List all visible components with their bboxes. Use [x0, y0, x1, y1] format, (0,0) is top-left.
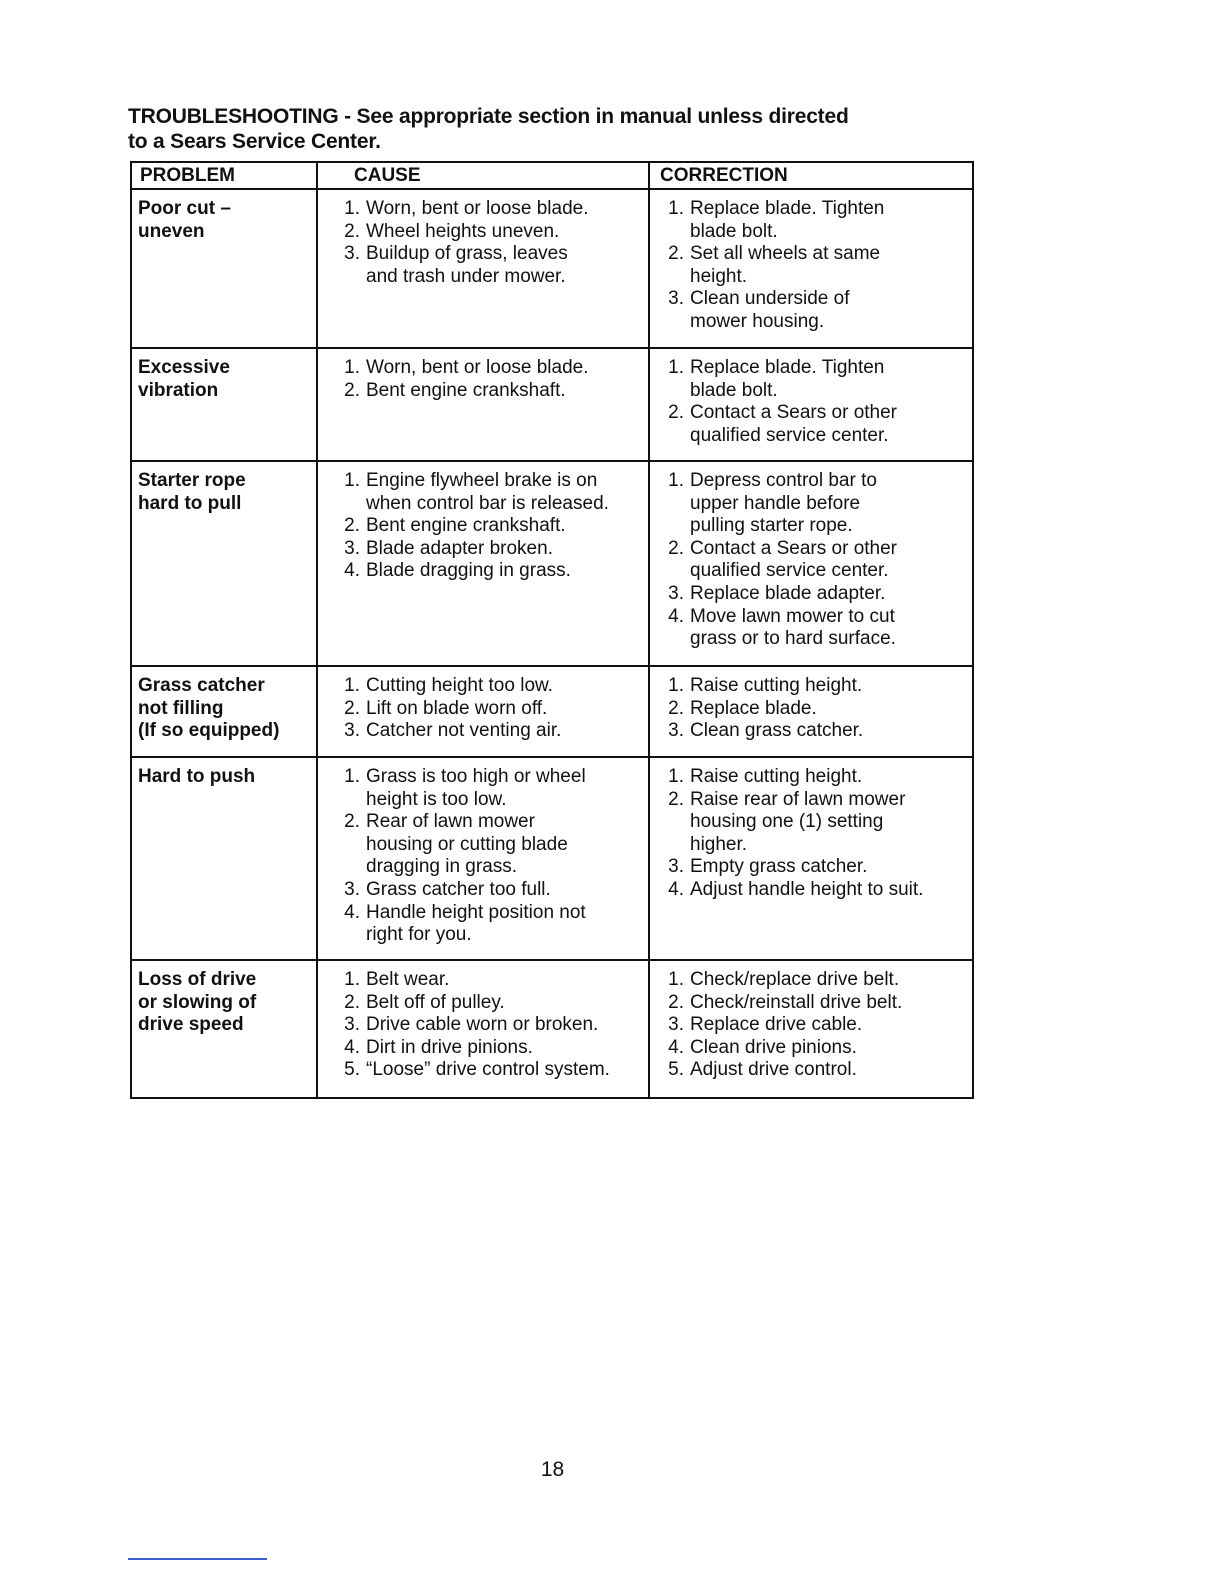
- correction-item-text: [690, 766, 968, 789]
- correction-item: [656, 357, 968, 402]
- cause-item-line: Bent engine crankshaft.: [366, 379, 566, 401]
- cause-item: [324, 470, 644, 515]
- problem-text: Poor cut –: [138, 198, 231, 219]
- cause-item-number: 2.: [344, 811, 360, 833]
- correction-item: [656, 698, 968, 721]
- cause-item-number: 1.: [344, 470, 360, 491]
- correction-item-number: 1.: [668, 766, 684, 787]
- correction-item-number: 2.: [668, 991, 684, 1013]
- cause-item-number: 2.: [344, 379, 360, 401]
- correction-item-text: [690, 198, 968, 243]
- cause-item: [324, 380, 644, 403]
- cause-item-line: Belt off of pulley.: [366, 991, 505, 1013]
- cause-item-number: 3.: [344, 243, 360, 265]
- cause-list: [324, 470, 644, 583]
- table-row: [131, 348, 973, 461]
- cause-item: [324, 811, 644, 879]
- correction-item-text: [690, 243, 968, 288]
- correction-item-number: 2.: [668, 697, 684, 719]
- correction-item: [656, 470, 968, 538]
- problem-text: not filling: [138, 697, 224, 719]
- correction-item-text: [690, 583, 968, 606]
- correction-item-line: Raise rear of lawn mower: [690, 788, 906, 810]
- cause-item-text: [366, 1014, 644, 1037]
- cause-item: [324, 1059, 644, 1082]
- correction-item-line: Check/replace drive belt.: [690, 969, 900, 990]
- correction-item-line: Adjust handle height to suit.: [690, 878, 924, 900]
- table-row: [131, 960, 973, 1098]
- table-row: [131, 666, 973, 757]
- cause-item-number: 4.: [344, 1036, 360, 1058]
- correction-item-number: 1.: [668, 357, 684, 378]
- correction-item-number: 2.: [668, 788, 684, 810]
- cause-list: [324, 969, 644, 1082]
- correction-item-text: [690, 402, 968, 447]
- cause-item-number: 3.: [344, 1014, 360, 1036]
- problem-cell: [131, 461, 317, 666]
- correction-item: [656, 789, 968, 857]
- correction-item: [656, 583, 968, 606]
- correction-item-number: 3.: [668, 720, 684, 742]
- correction-item-number: 2.: [668, 243, 684, 265]
- correction-item-line: blade bolt.: [690, 379, 778, 401]
- problem-text: (If so equipped): [138, 720, 280, 742]
- cause-item: [324, 515, 644, 538]
- correction-item-line: Adjust drive control.: [690, 1059, 857, 1081]
- cause-item-number: 1.: [344, 357, 360, 378]
- correction-item: [656, 720, 968, 743]
- cause-item: [324, 357, 644, 380]
- cause-item-number: 1.: [344, 198, 360, 219]
- cause-item-number: 4.: [344, 901, 360, 923]
- correction-item-text: [690, 606, 968, 651]
- correction-item-number: 3.: [668, 1014, 684, 1036]
- cause-item: [324, 698, 644, 721]
- cause-item: [324, 198, 644, 221]
- problem-text: hard to pull: [138, 492, 242, 514]
- cause-item-line: Rear of lawn mower: [366, 811, 535, 833]
- problem-text: vibration: [138, 379, 219, 401]
- correction-item: [656, 856, 968, 879]
- header-problem: PROBLEM: [131, 162, 317, 189]
- page-title: [128, 104, 968, 154]
- correction-item-line: grass or to hard surface.: [690, 628, 896, 650]
- correction-item: [656, 675, 968, 698]
- cause-item-text: [366, 560, 644, 583]
- cause-item-text: [366, 766, 644, 811]
- cause-item-number: 3.: [344, 537, 360, 559]
- cause-item-line: Drive cable worn or broken.: [366, 1014, 599, 1036]
- correction-cell: [649, 666, 973, 757]
- correction-item-line: upper handle before: [690, 492, 861, 514]
- correction-item: [656, 538, 968, 583]
- correction-cell: [649, 461, 973, 666]
- cause-item-line: Belt wear.: [366, 969, 450, 990]
- cause-item-line: height is too low.: [366, 788, 507, 810]
- cause-item-line: Engine flywheel brake is on: [366, 470, 598, 491]
- correction-item-number: 4.: [668, 878, 684, 900]
- correction-list: [656, 470, 968, 651]
- cause-cell: [317, 189, 649, 348]
- cause-item-text: [366, 198, 644, 221]
- correction-item-number: 4.: [668, 605, 684, 627]
- correction-item-line: Clean drive pinions.: [690, 1036, 857, 1058]
- problem-text: Loss of drive: [138, 969, 257, 990]
- correction-item-text: [690, 698, 968, 721]
- cause-list: [324, 766, 644, 947]
- table-row: [131, 757, 973, 960]
- correction-cell: [649, 960, 973, 1098]
- correction-list: [656, 198, 968, 334]
- correction-item-line: Contact a Sears or other: [690, 402, 897, 424]
- correction-item: [656, 1014, 968, 1037]
- cause-item-line: “Loose” drive control system.: [366, 1059, 610, 1081]
- correction-item: [656, 243, 968, 288]
- correction-item-line: pulling starter rope.: [690, 515, 853, 537]
- cause-item: [324, 992, 644, 1015]
- cause-item: [324, 243, 644, 288]
- table-row: [131, 461, 973, 666]
- correction-item-line: qualified service center.: [690, 424, 889, 446]
- cause-item-line: Cutting height too low.: [366, 675, 553, 696]
- cause-item-line: Grass is too high or wheel: [366, 766, 586, 787]
- correction-item: [656, 1037, 968, 1060]
- correction-item: [656, 198, 968, 243]
- problem-cell: [131, 666, 317, 757]
- cause-item-text: [366, 698, 644, 721]
- cause-item-line: dragging in grass.: [366, 856, 518, 878]
- correction-item-text: [690, 992, 968, 1015]
- cause-item-line: Bent engine crankshaft.: [366, 515, 566, 537]
- correction-item-text: [690, 1014, 968, 1037]
- header-row: [131, 162, 973, 189]
- correction-item: [656, 606, 968, 651]
- cause-cell: [317, 348, 649, 461]
- cause-cell: [317, 960, 649, 1098]
- correction-item-text: [690, 856, 968, 879]
- correction-item-line: Replace drive cable.: [690, 1014, 863, 1036]
- correction-cell: [649, 757, 973, 960]
- correction-item-number: 4.: [668, 1036, 684, 1058]
- correction-item-number: 1.: [668, 675, 684, 696]
- correction-item: [656, 992, 968, 1015]
- cause-item: [324, 879, 644, 902]
- cause-item-text: [366, 221, 644, 244]
- cause-item-line: Lift on blade worn off.: [366, 697, 548, 719]
- cause-item-text: [366, 1059, 644, 1082]
- cause-item: [324, 720, 644, 743]
- correction-item-line: qualified service center.: [690, 560, 889, 582]
- correction-item-text: [690, 357, 968, 402]
- correction-item-line: higher.: [690, 833, 748, 855]
- correction-item-text: [690, 1059, 968, 1082]
- correction-item-line: Set all wheels at same: [690, 243, 881, 265]
- correction-item-number: 1.: [668, 969, 684, 990]
- correction-item-line: Replace blade adapter.: [690, 582, 886, 604]
- cause-item-text: [366, 675, 644, 698]
- problem-cell: [131, 960, 317, 1098]
- problem-cell: [131, 757, 317, 960]
- correction-item-number: 1.: [668, 470, 684, 491]
- correction-item-number: 1.: [668, 198, 684, 219]
- cause-item-number: 1.: [344, 969, 360, 990]
- page-number: 18: [540, 1458, 565, 1481]
- correction-item-line: mower housing.: [690, 310, 825, 332]
- table-body: [131, 189, 973, 1098]
- correction-item: [656, 879, 968, 902]
- cause-list: [324, 357, 644, 402]
- problem-text: Excessive: [138, 357, 230, 378]
- correction-item: [656, 288, 968, 333]
- problem-text: drive speed: [138, 1014, 244, 1036]
- cause-item-line: when control bar is released.: [366, 492, 609, 514]
- correction-list: [656, 969, 968, 1082]
- correction-list: [656, 766, 968, 902]
- correction-item-line: Clean underside of: [690, 288, 850, 310]
- correction-item-line: Move lawn mower to cut: [690, 605, 895, 627]
- cause-item-number: 1.: [344, 766, 360, 787]
- header-correction: CORRECTION: [649, 162, 973, 189]
- correction-item-text: [690, 879, 968, 902]
- cause-item-text: [366, 538, 644, 561]
- correction-item-line: Replace blade.: [690, 697, 817, 719]
- cause-item-line: Worn, bent or loose blade.: [366, 357, 589, 378]
- cause-item-text: [366, 380, 644, 403]
- troubleshooting-table: [130, 161, 974, 1099]
- problem-cell: [131, 189, 317, 348]
- correction-item-line: Depress control bar to: [690, 470, 877, 491]
- cause-item-number: 1.: [344, 675, 360, 696]
- cause-item-line: and trash under mower.: [366, 265, 566, 287]
- cause-item-text: [366, 811, 644, 879]
- problem-text: or slowing of: [138, 991, 257, 1013]
- correction-item-text: [690, 1037, 968, 1060]
- cause-item-line: Wheel heights uneven.: [366, 220, 560, 242]
- cause-cell: [317, 757, 649, 960]
- correction-item-line: Replace blade. Tighten: [690, 357, 885, 378]
- correction-item-text: [690, 789, 968, 857]
- correction-item-line: Check/reinstall drive belt.: [690, 991, 903, 1013]
- cause-list: [324, 675, 644, 743]
- problem-cell: [131, 348, 317, 461]
- cause-item-line: housing or cutting blade: [366, 833, 568, 855]
- cause-item-line: right for you.: [366, 924, 472, 946]
- problem-text: uneven: [138, 220, 205, 242]
- table-row: [131, 189, 973, 348]
- cause-item: [324, 766, 644, 811]
- cause-item-text: [366, 470, 644, 515]
- cause-item-text: [366, 243, 644, 288]
- correction-item: [656, 1059, 968, 1082]
- cause-item: [324, 1014, 644, 1037]
- cause-item-text: [366, 1037, 644, 1060]
- correction-item-line: Clean grass catcher.: [690, 720, 864, 742]
- correction-list: [656, 675, 968, 743]
- cause-item-line: Blade dragging in grass.: [366, 560, 571, 582]
- correction-item-text: [690, 288, 968, 333]
- correction-item-line: Raise cutting height.: [690, 675, 863, 696]
- cause-item-number: 2.: [344, 697, 360, 719]
- cause-item-line: Catcher not venting air.: [366, 720, 562, 742]
- correction-item-number: 3.: [668, 856, 684, 878]
- cause-cell: [317, 461, 649, 666]
- correction-item-text: [690, 675, 968, 698]
- correction-item-line: housing one (1) setting: [690, 811, 884, 833]
- problem-text: Starter rope: [138, 470, 246, 491]
- correction-item-number: 3.: [668, 288, 684, 310]
- correction-cell: [649, 348, 973, 461]
- correction-item-text: [690, 538, 968, 583]
- cause-item-number: 5.: [344, 1059, 360, 1081]
- problem-text: Grass catcher: [138, 675, 265, 696]
- correction-item-line: Replace blade. Tighten: [690, 198, 885, 219]
- cause-item-line: Handle height position not: [366, 901, 586, 923]
- cause-item-text: [366, 720, 644, 743]
- cause-item-line: Worn, bent or loose blade.: [366, 198, 589, 219]
- cause-item-line: Buildup of grass, leaves: [366, 243, 568, 265]
- correction-item: [656, 969, 968, 992]
- correction-item-text: [690, 969, 968, 992]
- cause-item-line: Dirt in drive pinions.: [366, 1036, 533, 1058]
- correction-item-number: 2.: [668, 402, 684, 424]
- correction-item-line: Raise cutting height.: [690, 766, 863, 787]
- cause-item-text: [366, 902, 644, 947]
- correction-item-line: Empty grass catcher.: [690, 856, 868, 878]
- cause-item-number: 3.: [344, 878, 360, 900]
- correction-list: [656, 357, 968, 447]
- cause-item-number: 2.: [344, 515, 360, 537]
- problem-text: Hard to push: [138, 766, 256, 787]
- cause-item-text: [366, 969, 644, 992]
- cause-item: [324, 675, 644, 698]
- correction-item-text: [690, 470, 968, 538]
- cause-item: [324, 902, 644, 947]
- cause-item-number: 2.: [344, 220, 360, 242]
- title-line-1: TROUBLESHOOTING - See appropriate section in manual unless directed: [128, 105, 849, 128]
- correction-item-line: height.: [690, 265, 748, 287]
- header-cause: CAUSE: [317, 162, 649, 189]
- cause-item: [324, 538, 644, 561]
- title-line-2: to a Sears Service Center.: [128, 130, 381, 153]
- correction-item-number: 5.: [668, 1059, 684, 1081]
- correction-item-number: 2.: [668, 537, 684, 559]
- cause-item-text: [366, 515, 644, 538]
- correction-item: [656, 402, 968, 447]
- cause-item-text: [366, 357, 644, 380]
- cause-item-text: [366, 879, 644, 902]
- cause-cell: [317, 666, 649, 757]
- cause-item: [324, 969, 644, 992]
- cause-item-number: 4.: [344, 560, 360, 582]
- cause-item: [324, 560, 644, 583]
- correction-item: [656, 766, 968, 789]
- correction-item-line: blade bolt.: [690, 220, 778, 242]
- correction-item-line: Contact a Sears or other: [690, 537, 897, 559]
- cause-item-text: [366, 992, 644, 1015]
- scan-artifact-line: [128, 1558, 267, 1560]
- cause-item-line: Blade adapter broken.: [366, 537, 553, 559]
- correction-item-text: [690, 720, 968, 743]
- correction-item-number: 3.: [668, 582, 684, 604]
- cause-item: [324, 1037, 644, 1060]
- cause-item-number: 2.: [344, 991, 360, 1013]
- cause-item-number: 3.: [344, 720, 360, 742]
- cause-item-line: Grass catcher too full.: [366, 878, 551, 900]
- correction-cell: [649, 189, 973, 348]
- cause-item: [324, 221, 644, 244]
- cause-list: [324, 198, 644, 288]
